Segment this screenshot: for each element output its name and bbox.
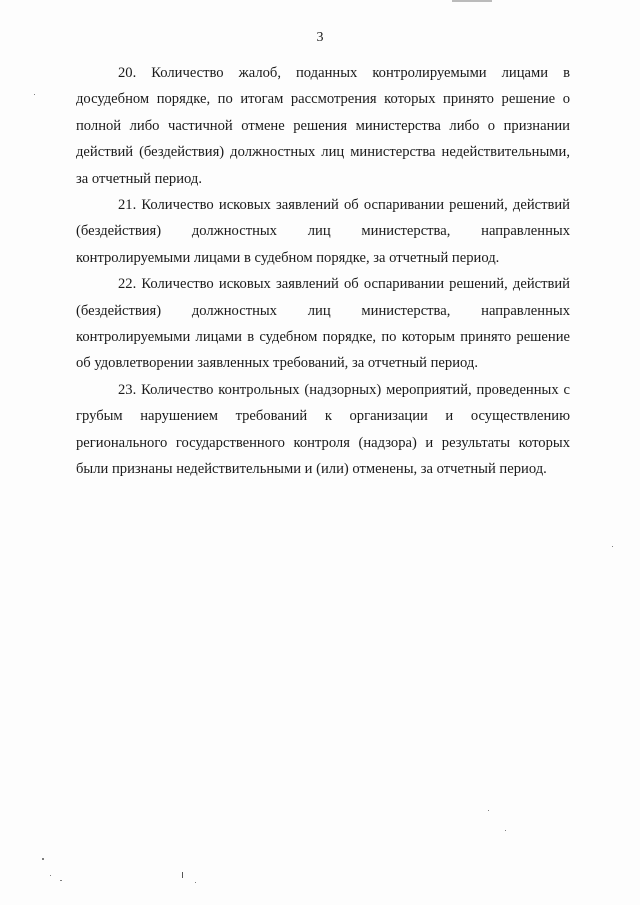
scan-speck [505,830,506,831]
paragraph-item-23: 23. Количество контрольных (надзорных) мероприятий, проведенных с грубым нарушением требований к организации и осуществлению регионального государственного контроля (надзора) и результаты которых были признаны недействительными и (или) отменены, за отчетный период. [76,381,570,478]
scan-speck [182,872,183,878]
document-body [76,60,570,483]
paragraph-item-20: 20. Количество жалоб, поданных контролируемыми лицами в досудебном порядке, по итогам рассмотрения которых принято решение о полной либо частичной отмене решения министерства либо о признании действий (бездействия) должностных лиц министерства недействительными, за отчетный период. [76,65,570,187]
scan-speck [34,94,35,95]
paragraph-item-22: 22. Количество исковых заявлений об оспаривании решений, действий (бездействия) должностных лиц министерства, направленных контролируемыми лицами в судебном порядке, по которым принято решение об удовлетворении заявленных требований, за отчетный период. [76,276,570,372]
page-number: 3 [316,30,324,45]
scan-speck [60,880,62,881]
scan-speck [612,546,613,547]
scan-speck [488,810,489,811]
scan-speck [42,858,44,860]
scan-speck [50,875,51,876]
paragraph-item-21: 21. Количество исковых заявлений об оспаривании решений, действий (бездействия) должностных лиц министерства, направленных контролируемыми лицами в судебном порядке, за отчетный период. [76,197,570,266]
scan-edge-mark [452,0,492,2]
scan-speck [195,882,196,883]
